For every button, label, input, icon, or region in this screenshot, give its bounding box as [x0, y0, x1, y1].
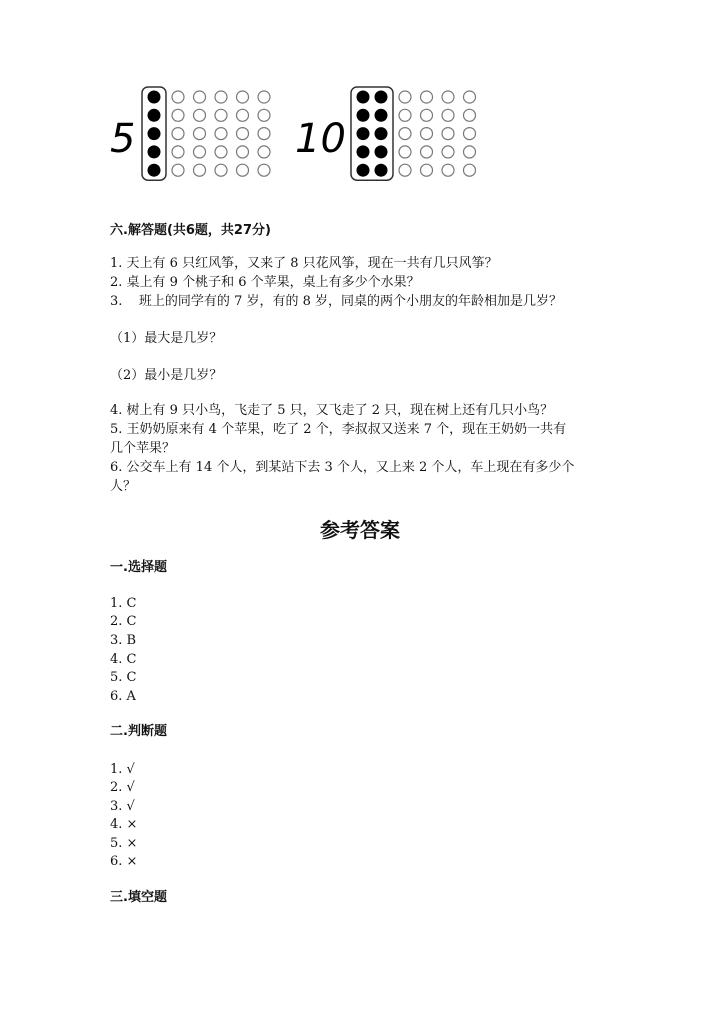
answer-item: 1. √	[110, 762, 135, 777]
empty-dot	[172, 146, 184, 158]
empty-dot	[194, 164, 206, 176]
filled-dot	[357, 109, 370, 122]
empty-dot	[421, 91, 433, 103]
empty-dot	[464, 109, 476, 121]
answers-section1-heading: 一.选择题	[110, 560, 167, 575]
filled-dot	[148, 91, 161, 104]
answer-item: 2. √	[110, 780, 135, 795]
empty-dot	[464, 91, 476, 103]
empty-dot	[258, 109, 270, 121]
filled-dot	[148, 145, 161, 158]
filled-dot	[357, 145, 370, 158]
answer-item: 4. C	[110, 652, 137, 667]
question-6: 6. 公交车上有 14 个人，到某站下去 3 个人，又上来 2 个人，车上现在有多少个	[110, 460, 575, 475]
question-3-part-1: （1）最大是几岁？	[110, 331, 223, 346]
filled-dot	[375, 145, 388, 158]
filled-dot	[148, 109, 161, 122]
filled-dot	[357, 91, 370, 104]
answer-item: 5. C	[110, 670, 137, 685]
empty-dot	[399, 128, 411, 140]
empty-dot	[258, 128, 270, 140]
empty-dot	[215, 128, 227, 140]
answer-item: 6. ×	[110, 854, 138, 869]
answer-item: 6. A	[110, 689, 136, 704]
empty-dot	[194, 128, 206, 140]
empty-dot	[172, 109, 184, 121]
empty-dot	[237, 109, 249, 121]
empty-dot	[399, 109, 411, 121]
question-4: 4. 树上有 9 只小鸟，飞走了 5 只，又飞走了 2 只，现在树上还有几只小鸟？	[110, 403, 554, 418]
empty-dot	[258, 91, 270, 103]
question-1: 1. 天上有 6 只红风筝，又来了 8 只花风筝，现在一共有几只风筝？	[110, 256, 498, 271]
answers-title: 参考答案	[320, 518, 400, 542]
empty-dot	[215, 91, 227, 103]
answer-item: 4. ×	[110, 817, 138, 832]
empty-dot	[172, 164, 184, 176]
empty-dot	[215, 109, 227, 121]
filled-dot	[375, 109, 388, 122]
empty-dot	[172, 91, 184, 103]
filled-dot	[375, 127, 388, 140]
filled-dot	[375, 164, 388, 177]
empty-dot	[399, 164, 411, 176]
empty-dot	[237, 91, 249, 103]
question-5: 5. 王奶奶原来有 4 个苹果，吃了 2 个，李叔叔又送来 7 个，现在王奶奶一共有	[110, 422, 567, 437]
answer-item: 5. ×	[110, 836, 138, 851]
empty-dot	[442, 109, 454, 121]
filled-dot	[375, 91, 388, 104]
answers-section3-heading: 三.填空题	[110, 890, 167, 905]
empty-dot	[258, 146, 270, 158]
empty-dot	[194, 109, 206, 121]
empty-dot	[215, 146, 227, 158]
group-number: 5	[110, 116, 136, 162]
empty-dot	[442, 128, 454, 140]
empty-dot	[399, 91, 411, 103]
question-2: 2. 桌上有 9 个桃子和 6 个苹果，桌上有多少个水果？	[110, 275, 420, 290]
filled-dot	[148, 127, 161, 140]
empty-dot	[442, 146, 454, 158]
empty-dot	[399, 146, 411, 158]
question-3-part-2: （2）最小是几岁？	[110, 368, 223, 383]
section6-heading: 六.解答题(共6题，共27分)	[110, 223, 271, 238]
answer-item: 3. B	[110, 633, 137, 648]
empty-dot	[442, 164, 454, 176]
question-6-cont: 人？	[110, 479, 137, 494]
empty-dot	[421, 146, 433, 158]
empty-dot	[194, 91, 206, 103]
filled-dot	[357, 164, 370, 177]
answer-item: 3. √	[110, 799, 135, 814]
empty-dot	[237, 128, 249, 140]
counting-dots-figure	[0, 0, 720, 200]
question-5-cont: 几个苹果？	[110, 441, 176, 456]
empty-dot	[464, 164, 476, 176]
answer-item: 1. C	[110, 596, 137, 611]
answer-item: 2. C	[110, 614, 137, 629]
group-number: 10	[295, 116, 346, 162]
empty-dot	[421, 109, 433, 121]
empty-dot	[215, 164, 227, 176]
filled-dot	[357, 127, 370, 140]
empty-dot	[421, 164, 433, 176]
empty-dot	[464, 146, 476, 158]
empty-dot	[194, 146, 206, 158]
empty-dot	[172, 128, 184, 140]
empty-dot	[442, 91, 454, 103]
empty-dot	[237, 146, 249, 158]
empty-dot	[237, 164, 249, 176]
question-3: 3. 班上的同学有的 7 岁，有的 8 岁，同桌的两个小朋友的年龄相加是几岁？	[110, 294, 563, 309]
empty-dot	[421, 128, 433, 140]
empty-dot	[258, 164, 270, 176]
answers-section2-heading: 二.判断题	[110, 724, 167, 739]
filled-dot	[148, 164, 161, 177]
empty-dot	[464, 128, 476, 140]
